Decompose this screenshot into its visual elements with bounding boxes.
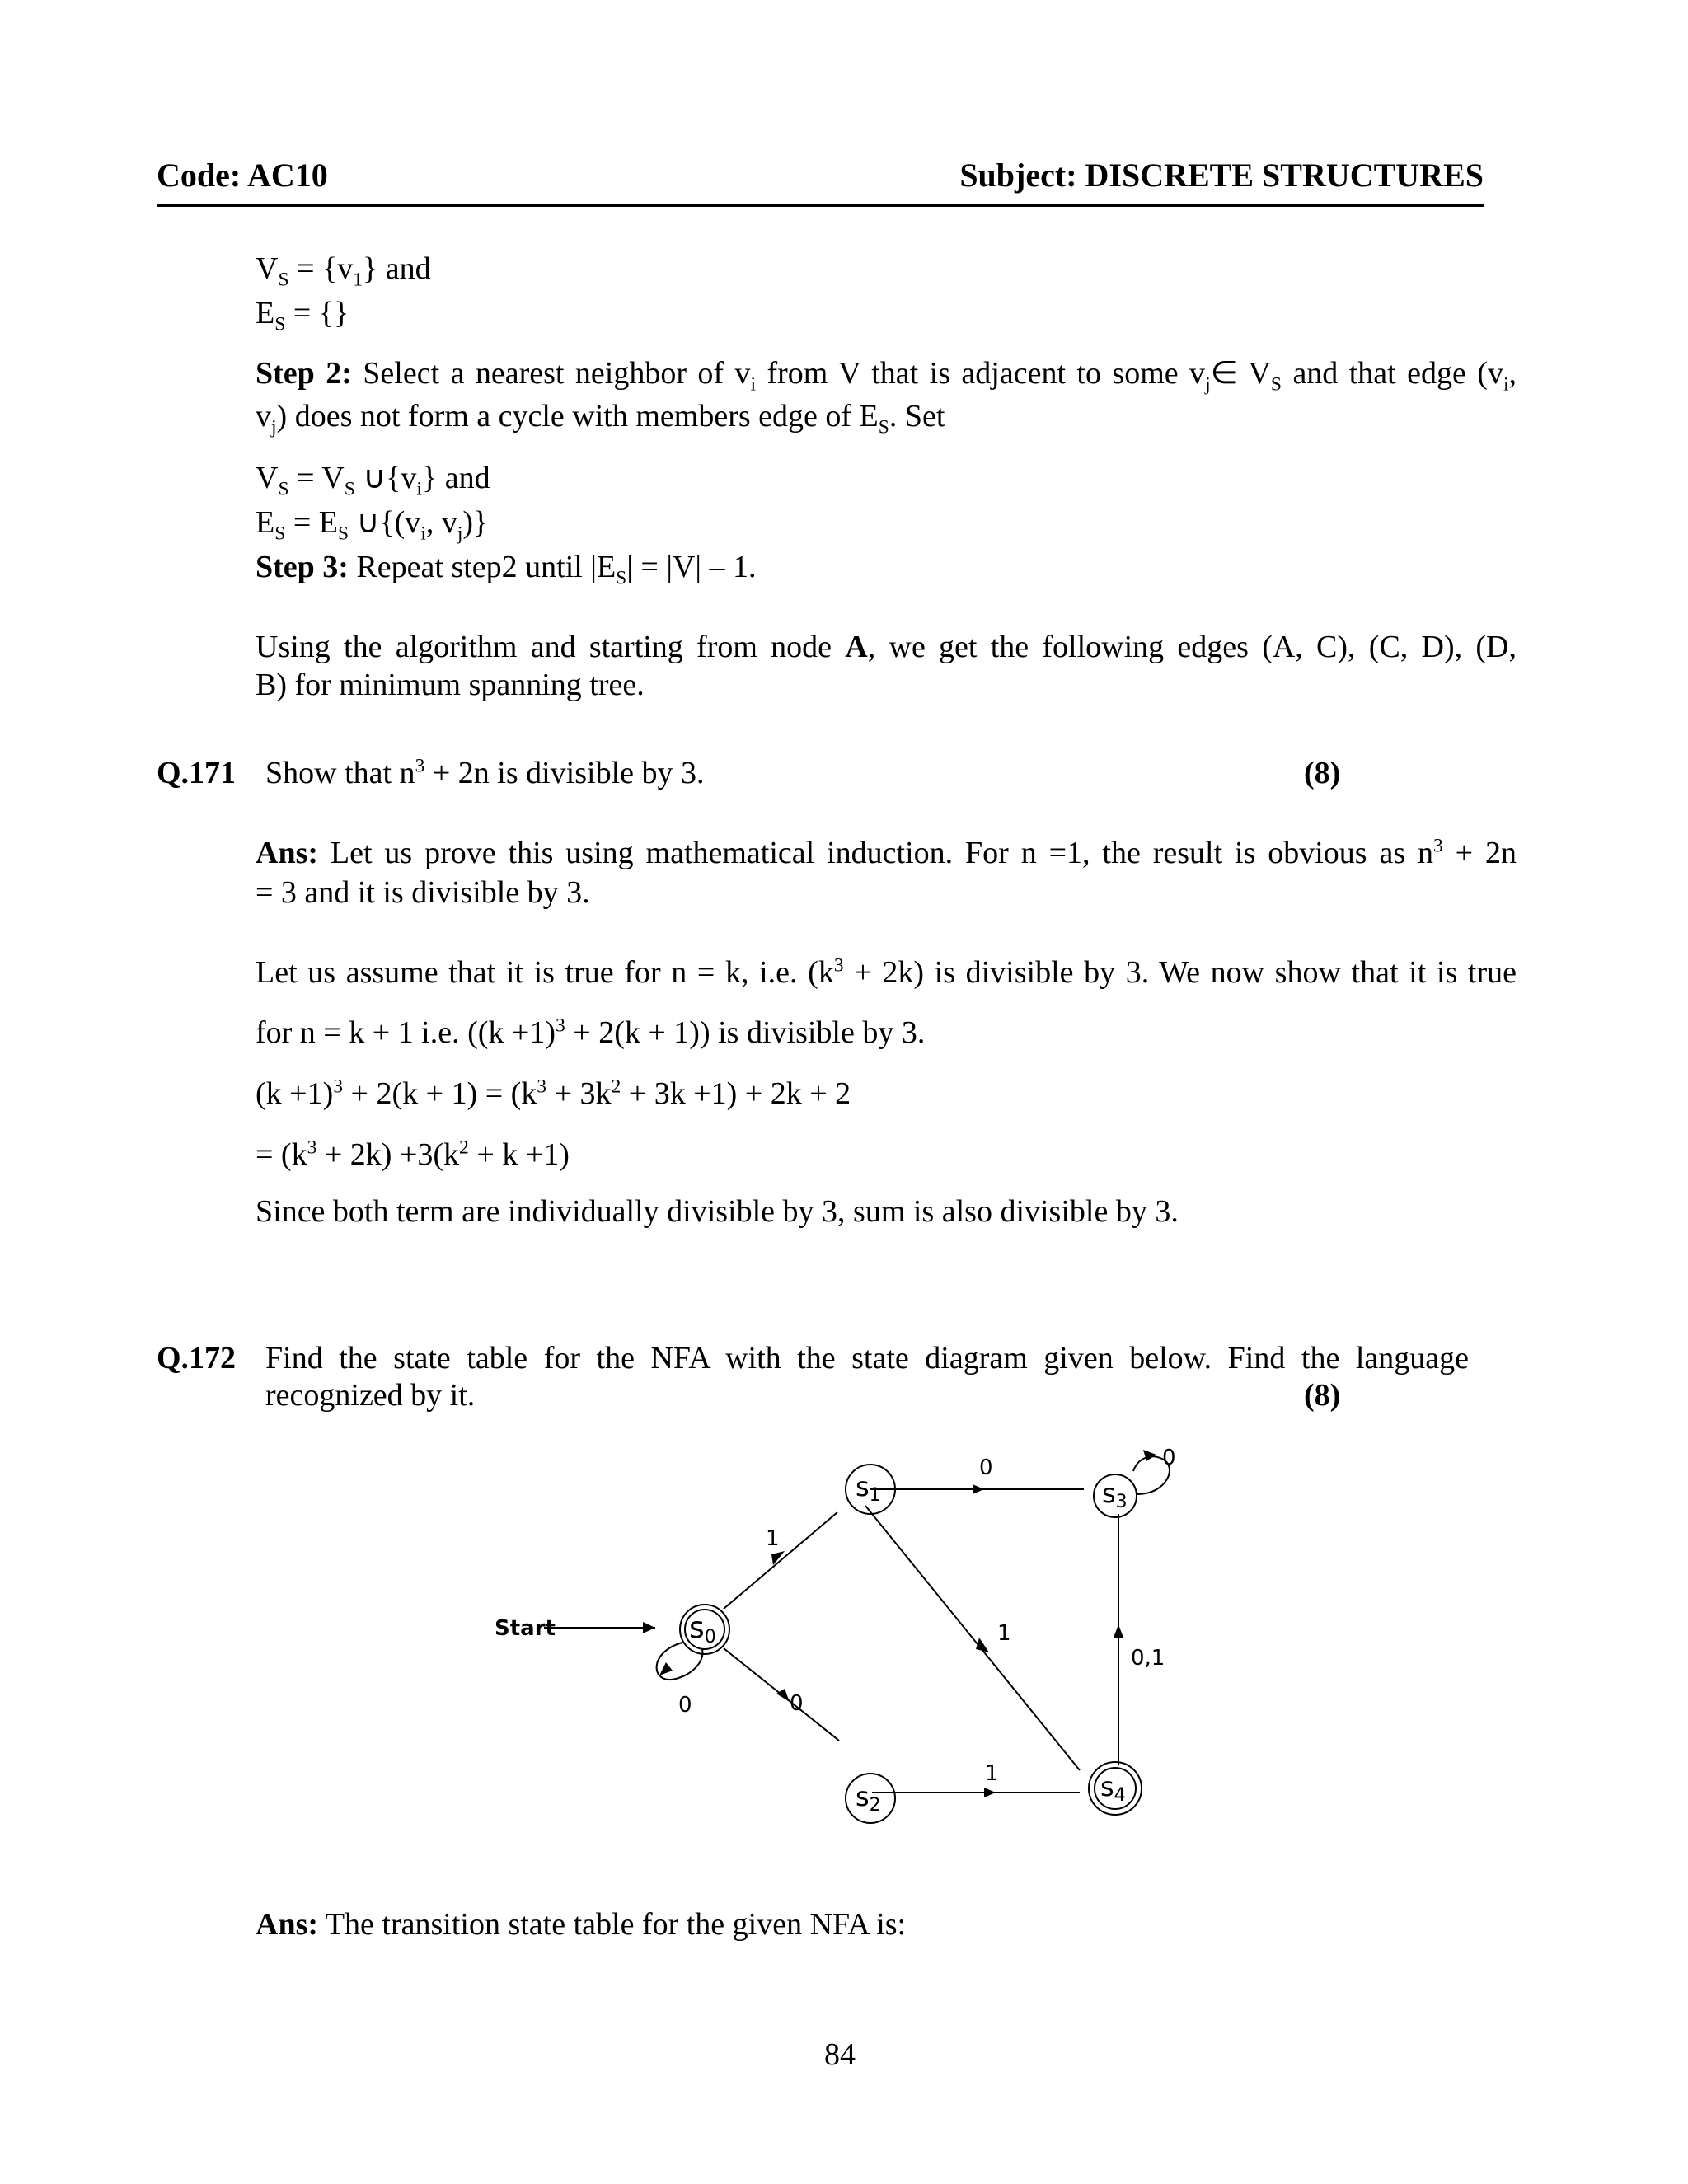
- edge-s0-loop-arrow: [659, 1662, 673, 1675]
- edge-s1-s4-label: 1: [997, 1621, 1011, 1646]
- state-s1-label: s1: [856, 1471, 881, 1506]
- edge-s1-s4-arrow: [976, 1638, 989, 1652]
- state-s4-label: s4: [1100, 1771, 1126, 1806]
- using-line2: B) for minimum spanning tree.: [256, 668, 645, 702]
- vs-init-line: $V_S = \{v_1\}$ and: [256, 251, 431, 291]
- q171-marks: (8): [1304, 756, 1341, 790]
- edge-s0-s2-label: 0: [790, 1691, 804, 1716]
- edge-s0-loop: [657, 1643, 703, 1680]
- q171-ans-line2: = 3 and it is divisible by 3.: [256, 875, 590, 910]
- state-s2-label: s2: [856, 1781, 881, 1816]
- q172-marks: (8): [1304, 1378, 1341, 1413]
- state-s3-label: s3: [1102, 1478, 1128, 1512]
- q172-ans-line: Ans: The transition state table for the given NFA is:: [256, 1907, 907, 1942]
- step2-line2: $v_j$) does not form a cycle with members edge of $E_S$. Set: [256, 399, 945, 438]
- es-update-line: $E_S = E_S$ $\cup\{(v_i$, $v_j$)}: [256, 505, 489, 545]
- q172-line2: recognized by it.: [265, 1378, 476, 1413]
- page-number: 84: [824, 2037, 856, 2072]
- q171-since-line: Since both term are individually divisible by 3, sum is also divisible by 3.: [256, 1194, 1179, 1229]
- q171-forn-line: for n = k + 1 i.e. $((k +1)^3 + 2(k + 1))$ is divisible by 3.: [256, 1015, 926, 1050]
- start-arrowhead: [643, 1622, 655, 1633]
- es-init-line: $E_S$ = {}: [256, 296, 349, 335]
- edge-s4-s3-arrow: [1114, 1624, 1123, 1638]
- q171-number: Q.171: [157, 756, 237, 790]
- using-line1: Using the algorithm and starting from node A, we get the following edges (A, C), (C, D), (D,: [256, 630, 1517, 664]
- q171-eq-line: = $(k^3 + 2k) +3(k^2 + k +1)$: [256, 1137, 570, 1172]
- header-rule: [157, 204, 1484, 207]
- edge-s0-s1-label: 1: [766, 1526, 780, 1551]
- edge-s3-loop-arrow: [1143, 1450, 1156, 1461]
- edge-s2-s4-arrow: [984, 1788, 996, 1797]
- edge-s3-s3-label: 0: [1162, 1446, 1176, 1470]
- step2-line1: Step 2: Select a nearest neighbor of $v_i$ from V that is adjacent to some $v_j\in$ $V_S$ and that edge ($v_i$,: [256, 356, 1517, 396]
- vs-update-line: $V_S = V_S$ $\cup\{v_i\}$ and: [256, 461, 490, 500]
- edge-s1-s3-arrow: [973, 1484, 984, 1494]
- state-s0-label: s0: [689, 1611, 716, 1647]
- edge-s0-s2-arrow: [776, 1689, 790, 1702]
- q171-question: Show that $n^3 + 2n$ is divisible by 3.: [265, 755, 705, 790]
- q171-ans-line1: Ans: Let us prove this using mathematical induction. For n =1, the result is obvious as $n^3 + 2n$: [256, 835, 1517, 870]
- edge-s0-s0-label: 0: [678, 1693, 692, 1718]
- edge-s4-s3-label: 0,1: [1131, 1646, 1165, 1671]
- q172-number: Q.172: [157, 1341, 237, 1376]
- q172-line1: Find the state table for the NFA with the state diagram given below. Find the language: [265, 1341, 1469, 1376]
- header-subject: Subject: DISCRETE STRUCTURES: [959, 157, 1484, 194]
- edge-s0-s1: [724, 1512, 837, 1609]
- step3-line: Step 3: Repeat step2 until $|E_S| = |V| - 1$.: [256, 550, 757, 589]
- edge-s1-s4: [865, 1506, 1080, 1770]
- nfa-state-diagram: [478, 1446, 1203, 1842]
- header-code: Code: AC10: [157, 157, 328, 194]
- q171-assume-line: Let us assume that it is true for n = k, i.e. $(k^3 + 2k)$ is divisible by 3. We now show that it is true: [256, 954, 1517, 990]
- start-label: Start: [495, 1616, 556, 1641]
- edge-s2-s4-label: 1: [985, 1761, 999, 1786]
- q171-expand-line: $(k +1)^3 + 2(k + 1) = (k^3 + 3k^2 + 3k +1) + 2k + 2$: [256, 1076, 851, 1111]
- edge-s1-s3-label: 0: [979, 1455, 993, 1480]
